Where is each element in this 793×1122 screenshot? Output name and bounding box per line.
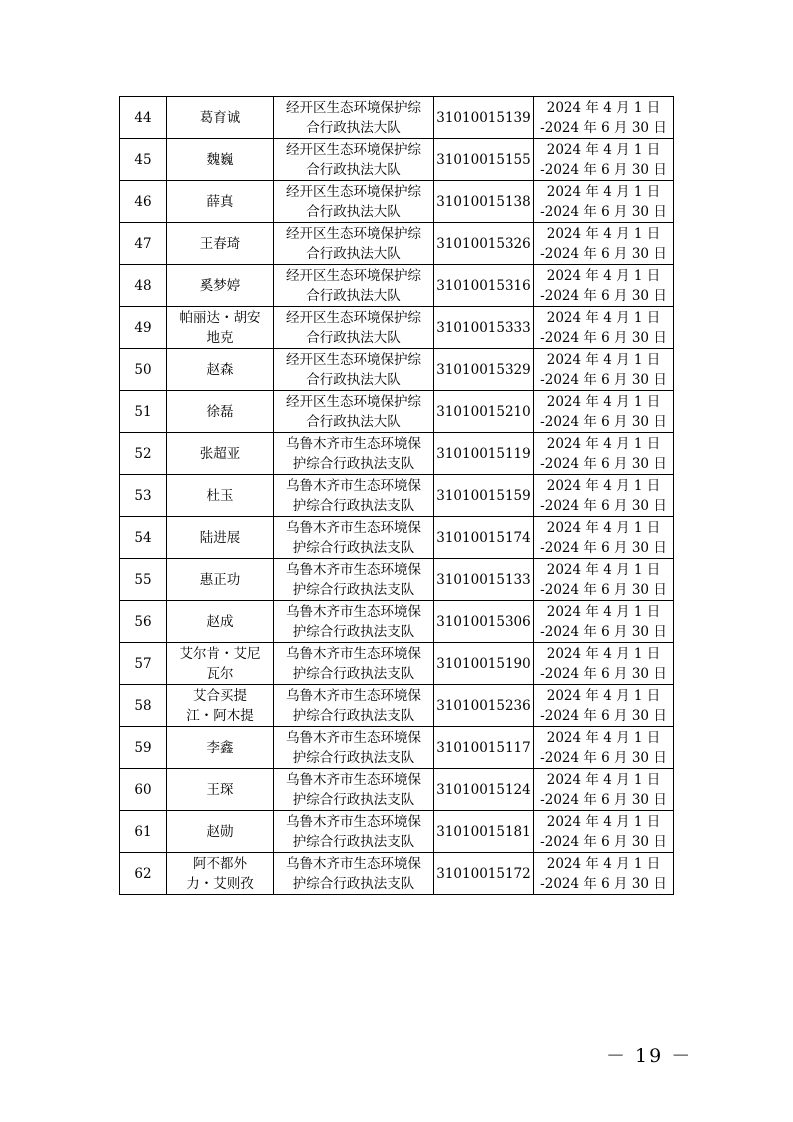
unit-cell [274, 811, 434, 853]
certificate-number-cell: 31010015236 [434, 685, 534, 727]
validity-period-cell [534, 349, 674, 391]
certificate-number-cell: 31010015139 [434, 97, 534, 139]
name-text: 杜玉 [206, 487, 234, 504]
table-row [120, 853, 674, 895]
unit-cell [274, 769, 434, 811]
table-row [120, 601, 674, 643]
serial-number-cell: 56 [120, 601, 167, 643]
validity-period-cell [534, 727, 674, 769]
table-row [120, 97, 674, 139]
certificate-number-cell: 31010015155 [434, 139, 534, 181]
serial-number-cell: 60 [120, 769, 167, 811]
name-cell [167, 97, 274, 139]
table-row [120, 685, 674, 727]
name-cell [167, 853, 274, 895]
unit-text: 乌鲁木齐市生态环境保 [286, 519, 421, 536]
name-cell [167, 475, 274, 517]
validity-period-cell [534, 811, 674, 853]
unit-text: 合行政执法大队 [306, 119, 401, 136]
period-text: 2024 年 4 月 1 日 [546, 477, 661, 494]
period-text: 2024 年 4 月 1 日 [546, 729, 661, 746]
validity-period-cell [534, 391, 674, 433]
table-row [120, 139, 674, 181]
name-text: 奚梦婷 [199, 277, 241, 294]
serial-number-cell: 50 [120, 349, 167, 391]
period-text: -2024 年 6 月 30 日 [540, 833, 667, 850]
unit-cell [274, 727, 434, 769]
name-text: 艾合买提 [193, 687, 247, 704]
unit-cell [274, 349, 434, 391]
name-text: 阿不都外 [193, 855, 247, 872]
period-text: -2024 年 6 月 30 日 [540, 119, 667, 136]
validity-period-cell [534, 601, 674, 643]
unit-cell [274, 853, 434, 895]
name-text: 赵森 [206, 361, 234, 378]
unit-text: 经开区生态环境保护综 [286, 225, 421, 242]
period-text: -2024 年 6 月 30 日 [540, 665, 667, 682]
unit-text: 护综合行政执法支队 [292, 875, 415, 892]
unit-text: 合行政执法大队 [306, 287, 401, 304]
name-cell [167, 307, 274, 349]
table-row [120, 811, 674, 853]
name-text: 徐磊 [206, 403, 234, 420]
unit-text: 合行政执法大队 [306, 413, 401, 430]
unit-cell [274, 433, 434, 475]
name-cell [167, 433, 274, 475]
certificate-number-cell: 31010015329 [434, 349, 534, 391]
validity-period-cell [534, 97, 674, 139]
name-text: 张超亚 [199, 445, 241, 462]
unit-cell [274, 601, 434, 643]
table-row [120, 643, 674, 685]
name-text: 魏巍 [206, 151, 234, 168]
name-text: 薛真 [206, 193, 234, 210]
name-cell [167, 727, 274, 769]
unit-text: 护综合行政执法支队 [292, 581, 415, 598]
certificate-number-cell: 31010015159 [434, 475, 534, 517]
name-cell [167, 811, 274, 853]
unit-text: 护综合行政执法支队 [292, 749, 415, 766]
unit-text: 合行政执法大队 [306, 329, 401, 346]
serial-number-cell: 62 [120, 853, 167, 895]
period-text: -2024 年 6 月 30 日 [540, 497, 667, 514]
serial-number-cell: 57 [120, 643, 167, 685]
unit-text: 经开区生态环境保护综 [286, 99, 421, 116]
page-number: － 19 － [606, 1045, 693, 1067]
serial-number-cell: 44 [120, 97, 167, 139]
serial-number-cell: 47 [120, 223, 167, 265]
table-row [120, 559, 674, 601]
certificate-number-cell: 31010015174 [434, 517, 534, 559]
unit-text: 经开区生态环境保护综 [286, 183, 421, 200]
name-cell [167, 559, 274, 601]
unit-text: 乌鲁木齐市生态环境保 [286, 687, 421, 704]
certificate-number-cell: 31010015210 [434, 391, 534, 433]
period-text: 2024 年 4 月 1 日 [546, 225, 661, 242]
certificate-number-cell: 31010015124 [434, 769, 534, 811]
validity-period-cell [534, 433, 674, 475]
table-row [120, 517, 674, 559]
period-text: -2024 年 6 月 30 日 [540, 245, 667, 262]
unit-cell [274, 223, 434, 265]
serial-number-cell: 58 [120, 685, 167, 727]
period-text: -2024 年 6 月 30 日 [540, 707, 667, 724]
name-text: 王春琦 [199, 235, 241, 252]
serial-number-cell: 54 [120, 517, 167, 559]
unit-cell [274, 139, 434, 181]
name-text: 王琛 [206, 781, 234, 798]
table-row [120, 307, 674, 349]
serial-number-cell: 59 [120, 727, 167, 769]
certificate-number-cell: 31010015181 [434, 811, 534, 853]
name-text: 葛育诚 [199, 109, 241, 126]
name-text: 江・阿木提 [186, 707, 254, 724]
unit-text: 合行政执法大队 [306, 371, 401, 388]
serial-number-cell: 55 [120, 559, 167, 601]
period-text: 2024 年 4 月 1 日 [546, 771, 661, 788]
validity-period-cell [534, 517, 674, 559]
period-text: 2024 年 4 月 1 日 [546, 267, 661, 284]
name-text: 惠正功 [199, 571, 241, 588]
personnel-table [119, 96, 674, 895]
period-text: -2024 年 6 月 30 日 [540, 329, 667, 346]
table-row [120, 391, 674, 433]
name-text: 力・艾则孜 [186, 875, 254, 892]
unit-text: 乌鲁木齐市生态环境保 [286, 435, 421, 452]
certificate-number-cell: 31010015138 [434, 181, 534, 223]
name-text: 地克 [206, 329, 234, 346]
unit-text: 乌鲁木齐市生态环境保 [286, 813, 421, 830]
table-row [120, 223, 674, 265]
period-text: 2024 年 4 月 1 日 [546, 813, 661, 830]
period-text: 2024 年 4 月 1 日 [546, 561, 661, 578]
validity-period-cell [534, 307, 674, 349]
name-text: 艾尔肯・艾尼 [179, 645, 261, 662]
unit-text: 经开区生态环境保护综 [286, 393, 421, 410]
period-text: 2024 年 4 月 1 日 [546, 393, 661, 410]
unit-text: 护综合行政执法支队 [292, 539, 415, 556]
name-text: 赵成 [206, 613, 234, 630]
unit-text: 合行政执法大队 [306, 203, 401, 220]
unit-text: 护综合行政执法支队 [292, 623, 415, 640]
name-cell [167, 349, 274, 391]
unit-cell [274, 307, 434, 349]
serial-number-cell: 51 [120, 391, 167, 433]
period-text: 2024 年 4 月 1 日 [546, 603, 661, 620]
period-text: -2024 年 6 月 30 日 [540, 875, 667, 892]
period-text: -2024 年 6 月 30 日 [540, 455, 667, 472]
unit-cell [274, 475, 434, 517]
serial-number-cell: 52 [120, 433, 167, 475]
period-text: -2024 年 6 月 30 日 [540, 287, 667, 304]
validity-period-cell [534, 181, 674, 223]
serial-number-cell: 61 [120, 811, 167, 853]
name-cell [167, 139, 274, 181]
validity-period-cell [534, 559, 674, 601]
unit-text: 护综合行政执法支队 [292, 455, 415, 472]
serial-number-cell: 48 [120, 265, 167, 307]
table-row [120, 349, 674, 391]
unit-cell [274, 685, 434, 727]
period-text: 2024 年 4 月 1 日 [546, 855, 661, 872]
unit-cell [274, 517, 434, 559]
unit-text: 经开区生态环境保护综 [286, 141, 421, 158]
period-text: -2024 年 6 月 30 日 [540, 623, 667, 640]
period-text: 2024 年 4 月 1 日 [546, 435, 661, 452]
period-text: -2024 年 6 月 30 日 [540, 539, 667, 556]
serial-number-cell: 53 [120, 475, 167, 517]
certificate-number-cell: 31010015133 [434, 559, 534, 601]
period-text: -2024 年 6 月 30 日 [540, 791, 667, 808]
validity-period-cell [534, 139, 674, 181]
certificate-number-cell: 31010015333 [434, 307, 534, 349]
period-text: -2024 年 6 月 30 日 [540, 161, 667, 178]
validity-period-cell [534, 853, 674, 895]
unit-text: 乌鲁木齐市生态环境保 [286, 729, 421, 746]
unit-cell [274, 643, 434, 685]
table-row [120, 475, 674, 517]
name-cell [167, 223, 274, 265]
unit-text: 经开区生态环境保护综 [286, 309, 421, 326]
name-text: 帕丽达・胡安 [179, 309, 261, 326]
validity-period-cell [534, 265, 674, 307]
unit-text: 护综合行政执法支队 [292, 707, 415, 724]
unit-cell [274, 181, 434, 223]
certificate-number-cell: 31010015172 [434, 853, 534, 895]
unit-text: 乌鲁木齐市生态环境保 [286, 645, 421, 662]
certificate-number-cell: 31010015190 [434, 643, 534, 685]
period-text: -2024 年 6 月 30 日 [540, 749, 667, 766]
table-row [120, 769, 674, 811]
name-cell [167, 601, 274, 643]
period-text: 2024 年 4 月 1 日 [546, 645, 661, 662]
name-text: 赵勋 [206, 823, 234, 840]
name-text: 瓦尔 [206, 665, 234, 682]
validity-period-cell [534, 643, 674, 685]
unit-text: 乌鲁木齐市生态环境保 [286, 477, 421, 494]
table-row [120, 727, 674, 769]
period-text: 2024 年 4 月 1 日 [546, 141, 661, 158]
validity-period-cell [534, 769, 674, 811]
unit-text: 护综合行政执法支队 [292, 833, 415, 850]
period-text: -2024 年 6 月 30 日 [540, 413, 667, 430]
validity-period-cell [534, 475, 674, 517]
validity-period-cell [534, 223, 674, 265]
period-text: 2024 年 4 月 1 日 [546, 183, 661, 200]
personnel-table-body [120, 97, 674, 895]
unit-text: 乌鲁木齐市生态环境保 [286, 771, 421, 788]
unit-cell [274, 265, 434, 307]
certificate-number-cell: 31010015119 [434, 433, 534, 475]
unit-text: 乌鲁木齐市生态环境保 [286, 603, 421, 620]
table-row [120, 181, 674, 223]
unit-text: 经开区生态环境保护综 [286, 351, 421, 368]
period-text: 2024 年 4 月 1 日 [546, 687, 661, 704]
unit-text: 护综合行政执法支队 [292, 791, 415, 808]
unit-text: 经开区生态环境保护综 [286, 267, 421, 284]
serial-number-cell: 49 [120, 307, 167, 349]
name-cell [167, 517, 274, 559]
unit-cell [274, 391, 434, 433]
name-text: 李鑫 [206, 739, 234, 756]
unit-text: 合行政执法大队 [306, 245, 401, 262]
certificate-number-cell: 31010015326 [434, 223, 534, 265]
certificate-number-cell: 31010015316 [434, 265, 534, 307]
unit-cell [274, 97, 434, 139]
certificate-number-cell: 31010015306 [434, 601, 534, 643]
table-row [120, 265, 674, 307]
name-text: 陆进展 [199, 529, 241, 546]
period-text: -2024 年 6 月 30 日 [540, 371, 667, 388]
name-cell [167, 769, 274, 811]
unit-cell [274, 559, 434, 601]
name-cell [167, 391, 274, 433]
name-cell [167, 181, 274, 223]
unit-text: 合行政执法大队 [306, 161, 401, 178]
period-text: 2024 年 4 月 1 日 [546, 99, 661, 116]
name-cell [167, 685, 274, 727]
unit-text: 护综合行政执法支队 [292, 497, 415, 514]
name-cell [167, 643, 274, 685]
period-text: -2024 年 6 月 30 日 [540, 203, 667, 220]
validity-period-cell [534, 685, 674, 727]
serial-number-cell: 45 [120, 139, 167, 181]
unit-text: 护综合行政执法支队 [292, 665, 415, 682]
period-text: -2024 年 6 月 30 日 [540, 581, 667, 598]
period-text: 2024 年 4 月 1 日 [546, 519, 661, 536]
certificate-number-cell: 31010015117 [434, 727, 534, 769]
table-row [120, 433, 674, 475]
unit-text: 乌鲁木齐市生态环境保 [286, 561, 421, 578]
unit-text: 乌鲁木齐市生态环境保 [286, 855, 421, 872]
period-text: 2024 年 4 月 1 日 [546, 309, 661, 326]
name-cell [167, 265, 274, 307]
period-text: 2024 年 4 月 1 日 [546, 351, 661, 368]
serial-number-cell: 46 [120, 181, 167, 223]
